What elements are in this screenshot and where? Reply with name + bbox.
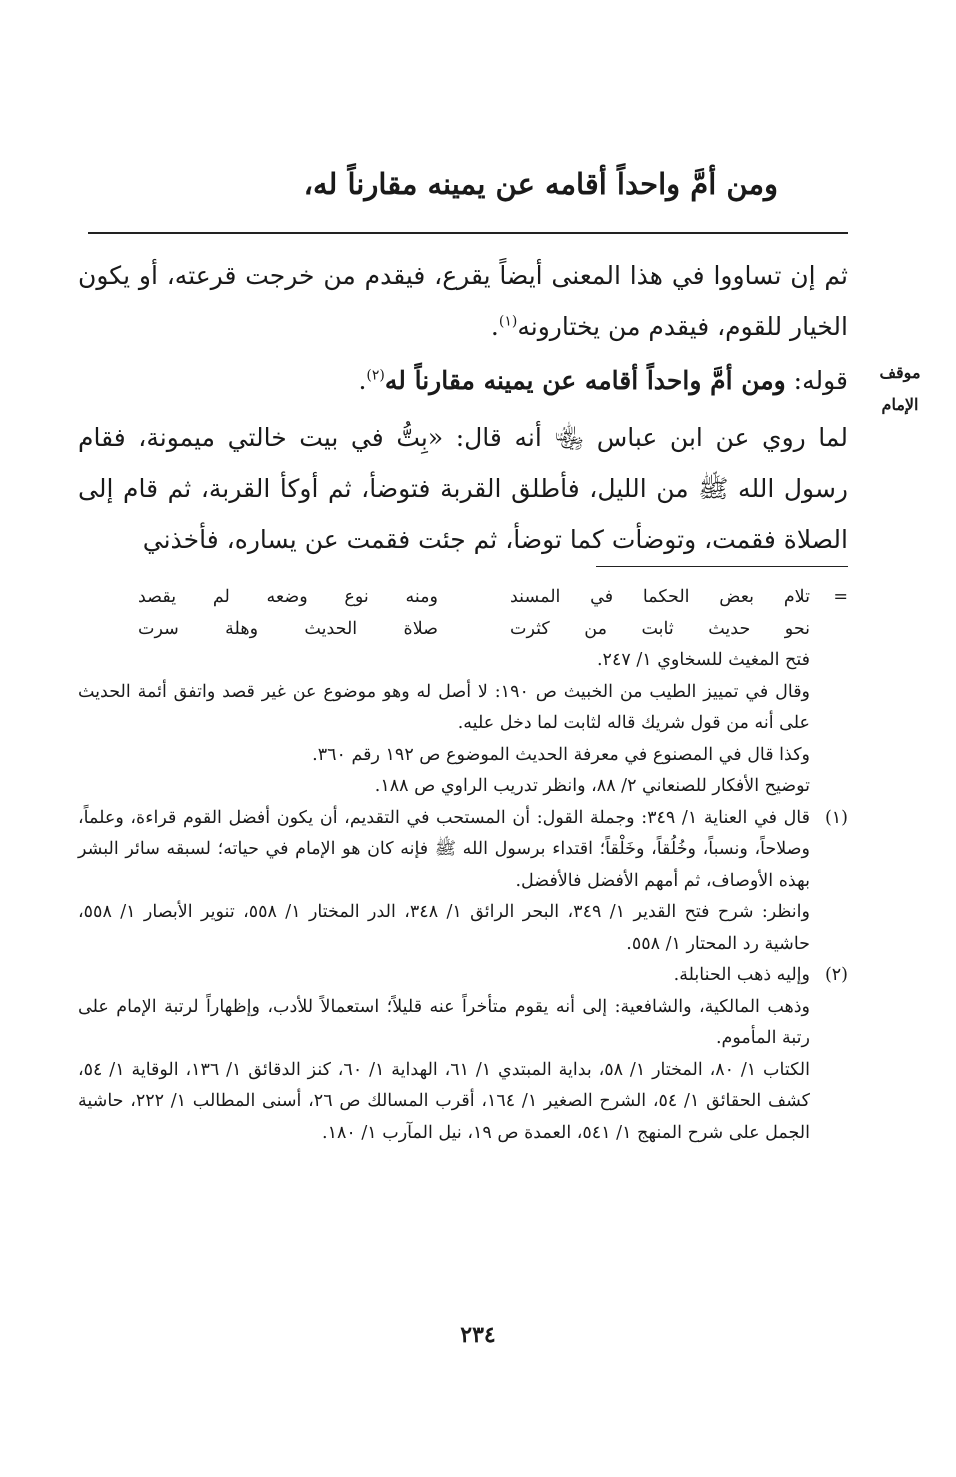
paragraph-2-end: .	[358, 366, 367, 395]
footnote-2-mark: (٢)	[824, 965, 848, 985]
footnote-text: وإليه ذهب الحنابلة.	[673, 965, 810, 985]
footnote-ref-1: (١)	[498, 313, 518, 330]
footnotes	[78, 582, 848, 1149]
footnote-text: وانظر: شرح فتح القدير ١/ ٣٤٩، البحر الرائق ١/ ٣٤٨، الدر المختار ١/ ٥٥٨، تنوير الأبصار ١/ ٥٥٨، حاشية رد المحتار ١/ ٥٥٨.	[78, 902, 810, 954]
footnote-rule	[596, 566, 848, 567]
footnote-1-mark: (١)	[824, 807, 848, 828]
paragraph-2-lead: قوله:	[785, 366, 848, 395]
verse-1-hemistich-1: تلام بعض الحكما في المسند	[510, 587, 810, 607]
paragraph-2-quote: ومن أمَّ واحداً أقامه عن يمينه مقارناً له	[384, 366, 786, 395]
footnote-2	[78, 960, 848, 1149]
continuation-mark: =	[833, 587, 848, 607]
footnote-ref-2: (٢)	[366, 367, 385, 384]
margin-note-line2: الإمام	[881, 395, 919, 414]
page-number: ٢٣٤	[460, 1322, 496, 1348]
verse-line-1	[78, 582, 810, 614]
section-heading: ومن أمَّ واحداً أقامه عن يمينه مقارناً له،	[303, 167, 778, 201]
footnote-text: وكذا قال في المصنوع في معرفة الحديث الموضوع ص ١٩٢ رقم ٣٦٠.	[312, 744, 810, 765]
footnote-text: توضيح الأفكار للصنعاني ٢/ ٨٨، وانظر تدريب الراوي ص ١٨٨.	[374, 776, 810, 796]
verse-line-2	[78, 614, 810, 646]
verse-1-hemistich-2: ومنه نوع وضعه لم يقصد	[138, 587, 438, 607]
margin-note	[860, 357, 940, 421]
footnote-text: وذهب المالكية، والشافعية: إلى أنه يقوم متأخراً عنه قليلاً؛ استعمالاً للأدب، وإظهاراً لرتبة الإمام على رتبة المأموم.	[78, 996, 810, 1048]
footnote-text: الكتاب ١/ ٨٠، المختار ١/ ٥٨، بداية المبتدي ١/ ٦١، الهداية ١/ ٦٠، كنز الدقائق ١/ ١٣٦، الوقاية ١/ ٥٤، كشف الحقائق ١/ ٥٤، الشرح الصغير ١/ ١٦٤، أقرب المسالك ص ٢٦، أسنى المطالب ١/ ٢٢٢، حاشية الجمل على شرح المنهج ١/ ٥٤١، العمدة ص ١٩، نيل المآرب ١/ ١٨٠.	[78, 1059, 811, 1143]
margin-note-line1: موقف	[879, 363, 921, 382]
footnote-continuation	[78, 582, 848, 803]
heading-rule	[88, 232, 848, 234]
verse-2-hemistich-2: صلاة الحديث وهلة سرت	[138, 618, 438, 639]
footnote-1	[78, 803, 848, 961]
main-paragraph-2	[78, 355, 848, 406]
footnote-text: قال في العناية ١/ ٣٤٩: وجملة القول: أن المستحب في التقديم، أن يكون أفضل القوم قراءة، وعلماً، وصلاحاً، ونسباً، وخُلُقاً، وخَلْقاً؛ اقتداء برسول الله ﷺ فإنه كان هو الإمام في حياته؛ لسبقه سائر البشر بهذه الأوصاف، ثم أمهم الأفضل فالأفضل.	[78, 807, 810, 891]
footnote-text: فتح المغيث للسخاوي ١/ ٢٤٧.	[596, 650, 810, 670]
verse-2-hemistich-1: نحو حديث ثابت من كثرت	[510, 618, 810, 639]
main-paragraph-1	[78, 250, 848, 352]
paragraph-1-text: ثم إن تساووا في هذا المعنى أيضاً يقرع، فيقدم من خرجت قرعته، أو يكون الخيار للقوم، فيقدم من يختارونه	[78, 261, 848, 341]
paragraph-1-end: .	[490, 312, 499, 341]
main-text	[78, 250, 848, 565]
footnote-text: وقال في تمييز الطيب من الخبيث ص ١٩٠: لا أصل له وهو موضوع عن غير قصد واتفق أئمة الحديث على أنه من قول شريك قاله لثابت لما دخل عليه.	[78, 681, 811, 733]
main-paragraph-3: لما روي عن ابن عباس ﵄ أنه قال: «بِتُّ في بيت خالتي ميمونة، فقام رسول الله ﷺ من الليل، فأطلق القربة فتوضأ، ثم أوكأ القربة، ثم قام إلى الصلاة فقمت، وتوضأت كما توضأ، ثم جئت فقمت عن يساره، فأخذني	[78, 423, 848, 554]
